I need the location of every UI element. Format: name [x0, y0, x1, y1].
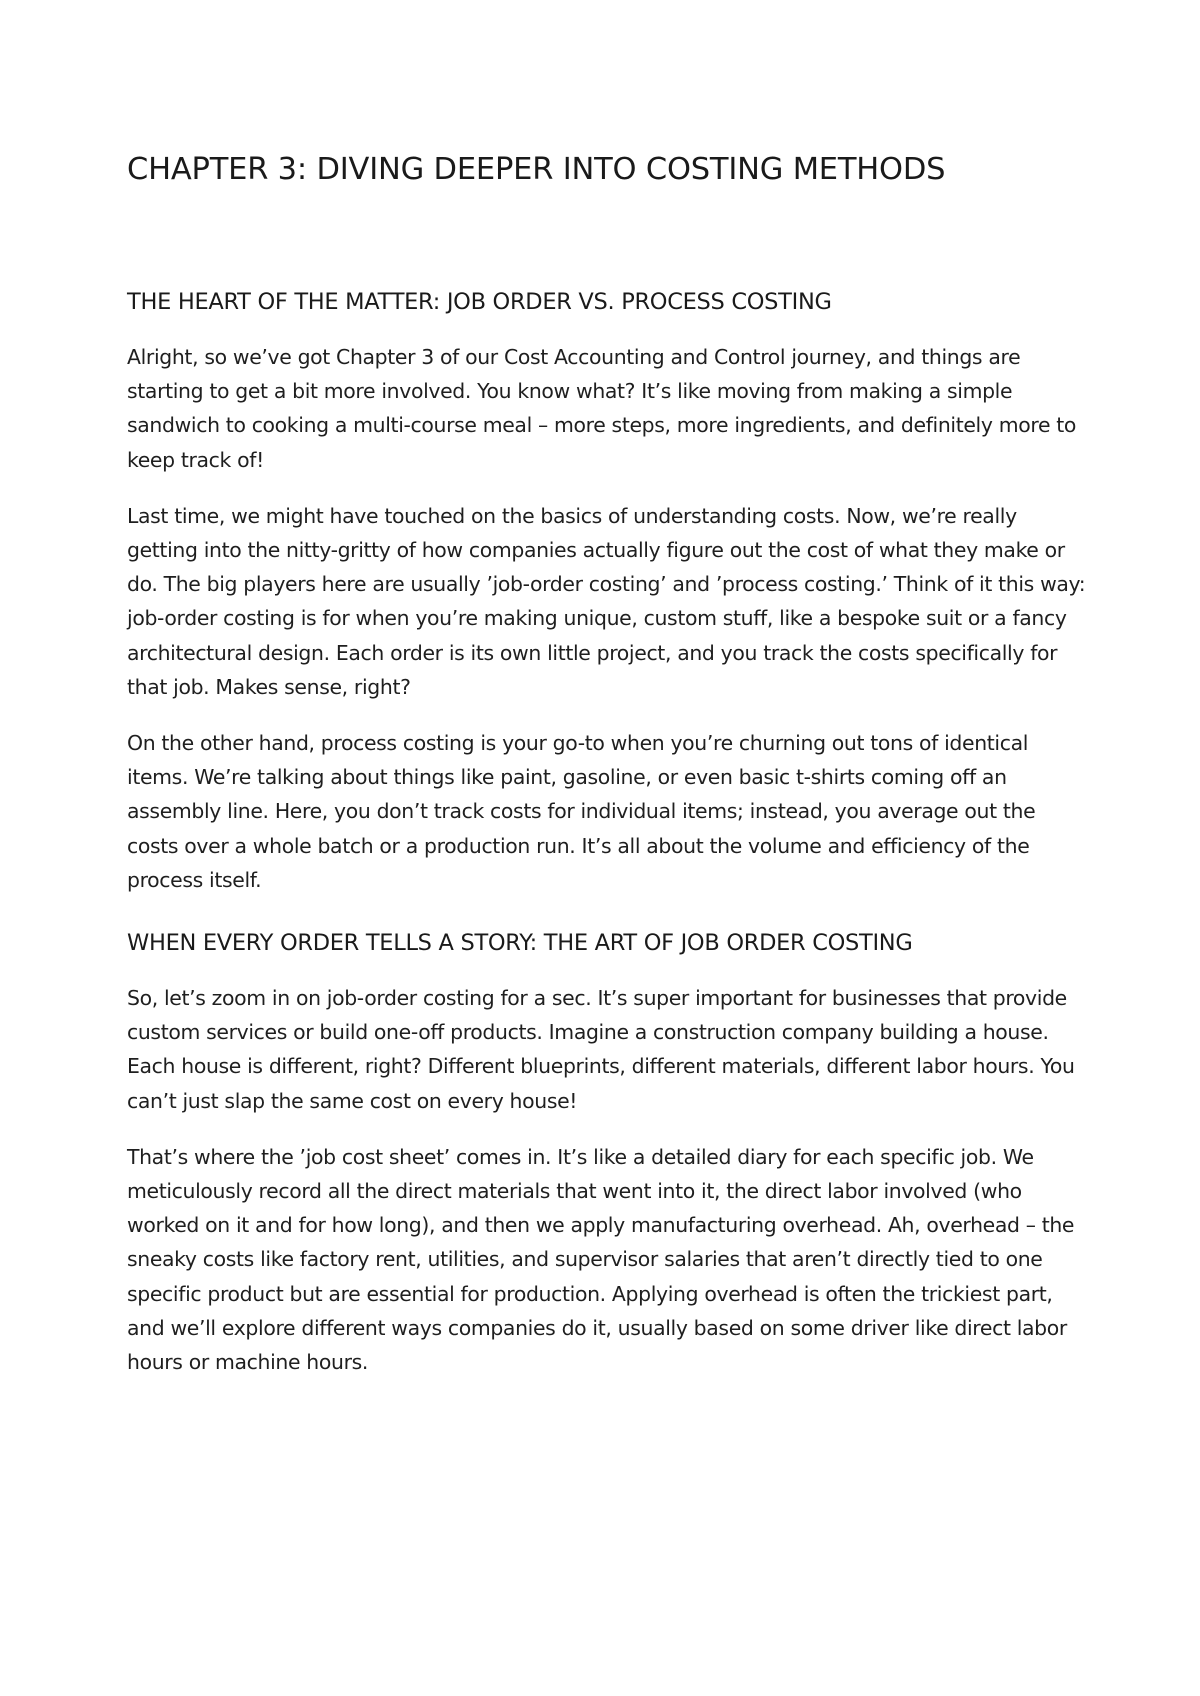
paragraph: On the other hand, process costing is your go-to when you’re churning out tons of identical items. We’re talking about things like paint, gasoline, or even basic t-shirts coming off an assembly line. Here, you don’t track costs for individual items; instead, you average out the costs over a whole batch or a production run. It’s all about the volume and efficiency of the process itself.: [127, 731, 1036, 892]
paragraph: Last time, we might have touched on the basics of understanding costs. Now, we’re really getting into the nitty-gritty of how companies actually figure out the cost of what they make or do. The big players here are usually ’job-order costing’ and ’process costing.’ Think of it this way: job-order costing is for when you’re making unique, custom stuff, like a bespoke suit or a fancy architectural design. Each order is its own little project, and you track the costs specifically for that job. Makes sense, right?: [127, 503, 1086, 699]
section-heading-job-order-costing: WHEN EVERY ORDER TELLS A STORY: THE ART OF JOB ORDER COSTING: [127, 930, 913, 957]
section-heading-job-order-vs-process: THE HEART OF THE MATTER: JOB ORDER VS. PROCESS COSTING: [127, 289, 832, 315]
chapter-title: CHAPTER 3: DIVING DEEPER INTO COSTING METHODS: [127, 152, 946, 187]
page-content: [127, 148, 1087, 1379]
paragraph: So, let’s zoom in on job-order costing for a sec. It’s super important for businesses that provide custom services or build one-off products. Imagine a construction company building a house. Each house is different, right? Different blueprints, different materials, different labor hours. You can’t just slap the same cost on every house!: [127, 986, 1075, 1113]
paragraph: That’s where the ’job cost sheet’ comes in. It’s like a detailed diary for each specific job. We meticulously record all the direct materials that went into it, the direct labor involved (who worked on it and for how long), and then we apply manufacturing overhead. Ah, overhead – the sneaky costs like factory rent, utilities, and supervisor salaries that aren’t directly tied to one specific product but are essential for production. Applying overhead is often the trickiest part, and we’ll explore different ways companies do it, usually based on some driver like direct labor hours or machine hours.: [127, 1144, 1075, 1375]
paragraph: Alright, so we’ve got Chapter 3 of our Cost Accounting and Control journey, and things are starting to get a bit more involved. You know what? It’s like moving from making a simple sandwich to cooking a multi-course meal – more steps, more ingredients, and definitely more to keep track of!: [127, 345, 1077, 472]
